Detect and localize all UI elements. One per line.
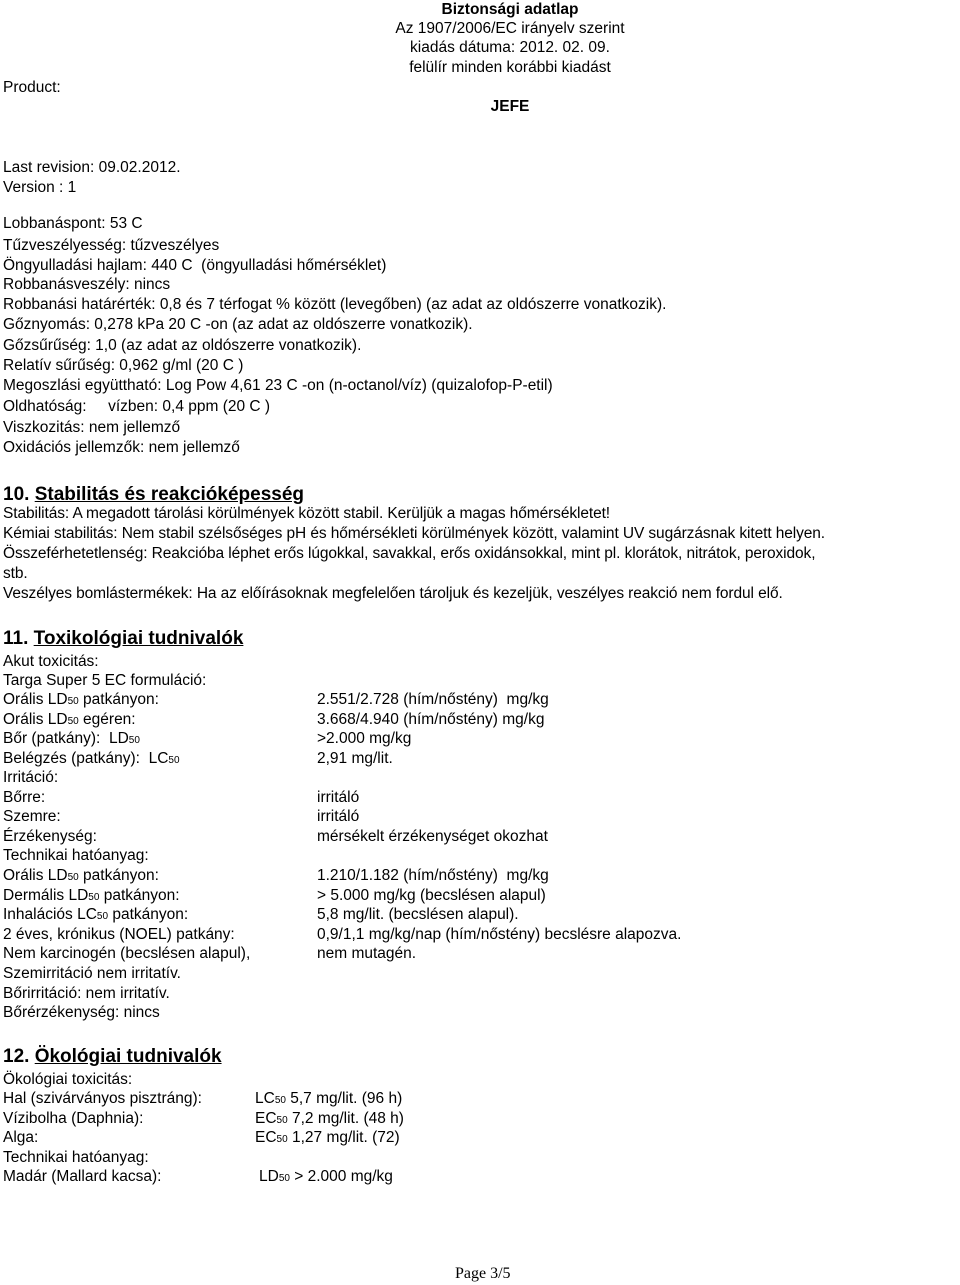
property-line: Robbanásveszély: nincs bbox=[3, 276, 171, 293]
tox-row-label bbox=[3, 1003, 160, 1022]
product-label: Product: bbox=[3, 79, 61, 96]
tox-label-text: 2 éves, krónikus (NOEL) patkány: bbox=[3, 926, 235, 943]
eco-measure: LD bbox=[259, 1168, 279, 1185]
eco-value-text: 5,7 mg/lit. (96 h) bbox=[285, 1090, 403, 1107]
tox-label-text: Belégzés (patkány): LC bbox=[3, 750, 169, 767]
stability-line: Stabilitás: A megadott tárolási körülmények között stabil. Kerüljük a magas hőmérsékletet! bbox=[3, 505, 610, 522]
directive-line: Az 1907/2006/EC irányelv szerint bbox=[395, 20, 625, 37]
tox-row-value: mérsékelt érzékenységet okozhat bbox=[317, 828, 548, 845]
tox-row-label bbox=[3, 846, 149, 865]
page-number: Page 3/5 bbox=[455, 1265, 511, 1282]
tox-row-label bbox=[3, 710, 136, 731]
tox-label-text: Dermális LD bbox=[3, 887, 89, 904]
subscript-50: 50 bbox=[128, 735, 140, 746]
tox-row-label bbox=[3, 866, 159, 887]
tox-label-text: Orális LD bbox=[3, 711, 68, 728]
eco-measure: LC bbox=[255, 1090, 275, 1107]
property-line: Viszkozitás: nem jellemző bbox=[3, 419, 181, 436]
tox-label-text: Orális LD bbox=[3, 867, 68, 884]
acute-toxicity-label: Akut toxicitás: bbox=[3, 653, 99, 670]
property-line: Oldhatóság: vízben: 0,4 ppm (20 C ) bbox=[3, 398, 271, 415]
property-line: Robbanási határérték: 0,8 és 7 térfogat % között (levegőben) (az adat az oldószerre vonatkozik). bbox=[3, 296, 667, 313]
section-12-number: 12. bbox=[3, 1046, 30, 1067]
eco-toxicity-label: Ökológiai toxicitás: bbox=[3, 1071, 133, 1088]
eco-row-value bbox=[255, 1109, 404, 1130]
subscript-50: 50 bbox=[67, 696, 79, 707]
tox-row-value: 2,91 mg/lit. bbox=[317, 750, 393, 767]
eco-value-text: 7,2 mg/lit. (48 h) bbox=[287, 1110, 404, 1127]
tox-label-suffix: egéren: bbox=[78, 711, 136, 728]
tox-label-suffix: patkányon: bbox=[78, 691, 159, 708]
tox-row-value: 2.551/2.728 (hím/nőstény) mg/kg bbox=[317, 691, 549, 708]
tox-row-label bbox=[3, 768, 58, 787]
tox-label-suffix: patkányon: bbox=[108, 906, 189, 923]
tox-row-label bbox=[3, 964, 181, 983]
tox-row-value: 1.210/1.182 (hím/nőstény) mg/kg bbox=[317, 867, 549, 884]
section-10-title: Stabilitás és reakcióképesség bbox=[34, 484, 305, 505]
tox-label-suffix: patkányon: bbox=[99, 887, 180, 904]
tox-row-value: nem mutagén. bbox=[317, 945, 417, 962]
eco-row-label: Technikai hatóanyag: bbox=[3, 1149, 149, 1166]
property-line: Tűzveszélyesség: tűzveszélyes bbox=[3, 237, 220, 254]
eco-row-label: Madár (Mallard kacsa): bbox=[3, 1168, 162, 1185]
tox-row-value: irritáló bbox=[317, 789, 360, 806]
tox-row-label bbox=[3, 944, 250, 963]
tox-label-suffix: patkányon: bbox=[78, 867, 159, 884]
eco-value-text: > 2.000 mg/kg bbox=[289, 1168, 393, 1185]
eco-row-value bbox=[255, 1128, 400, 1149]
property-line: Megoszlási együttható: Log Pow 4,61 23 C -on (n-octanol/víz) (quizalofop-P-etil) bbox=[3, 377, 553, 394]
eco-row-value bbox=[259, 1167, 393, 1188]
tox-row-label bbox=[3, 807, 61, 826]
eco-row-label: Vízibolha (Daphnia): bbox=[3, 1110, 144, 1127]
property-line: Oxidációs jellemzők: nem jellemző bbox=[3, 439, 240, 456]
tox-row-label bbox=[3, 886, 180, 907]
property-line: Öngyulladási hajlam: 440 C (öngyulladási hőmérséklet) bbox=[3, 257, 387, 274]
formulation-label: Targa Super 5 EC formuláció: bbox=[3, 672, 207, 689]
tox-label-text: Technikai hatóanyag: bbox=[3, 847, 149, 864]
property-line: Gőzsűrűség: 1,0 (az adat az oldószerre vonatkozik). bbox=[3, 337, 362, 354]
product-name: JEFE bbox=[490, 98, 530, 115]
supersedes-line: felülír minden korábbi kiadást bbox=[409, 59, 611, 76]
section-11-heading bbox=[3, 628, 243, 650]
subscript-50: 50 bbox=[168, 755, 180, 766]
property-line: Lobbanáspont: 53 C bbox=[3, 215, 143, 232]
section-10-heading bbox=[3, 484, 304, 506]
subscript-50: 50 bbox=[276, 1134, 288, 1145]
section-12-heading bbox=[3, 1046, 222, 1068]
tox-label-text: Érzékenység: bbox=[3, 828, 97, 845]
tox-row-value: >2.000 mg/kg bbox=[317, 730, 412, 747]
tox-label-text: Nem karcinogén (becslésen alapul), bbox=[3, 945, 251, 962]
tox-row-label bbox=[3, 984, 170, 1003]
eco-measure: EC bbox=[255, 1110, 277, 1127]
section-10-number: 10. bbox=[3, 484, 30, 505]
section-11-title: Toxikológiai tudnivalók bbox=[33, 628, 244, 649]
tox-label-text: Inhalációs LC bbox=[3, 906, 97, 923]
subscript-50: 50 bbox=[278, 1173, 290, 1184]
subscript-50: 50 bbox=[274, 1095, 286, 1106]
tox-row-label bbox=[3, 925, 235, 944]
stability-line: Kémiai stabilitás: Nem stabil szélsőséges pH és hőmérsékleti körülmények között, valamint UV sugárzásnak kitett helyen. bbox=[3, 525, 826, 542]
subscript-50: 50 bbox=[96, 911, 109, 922]
eco-row-label: Hal (szivárványos pisztráng): bbox=[3, 1090, 202, 1107]
tox-label-text: Szemre: bbox=[3, 808, 61, 825]
property-line: Relatív sűrűség: 0,962 g/ml (20 C ) bbox=[3, 357, 244, 374]
tox-row-value: 0,9/1,1 mg/kg/nap (hím/nőstény) becslésre alapozva. bbox=[317, 926, 682, 943]
eco-row-label: Alga: bbox=[3, 1129, 39, 1146]
eco-value-text: 1,27 mg/lit. (72) bbox=[287, 1129, 400, 1146]
tox-row-value: > 5.000 mg/kg (becslésen alapul) bbox=[317, 887, 546, 904]
tox-label-text: Bőrre: bbox=[3, 789, 46, 806]
tox-row-label bbox=[3, 788, 45, 807]
stability-line: Összeférhetetlenség: Reakcióba léphet erős lúgokkal, savakkal, erős oxidánsokkal, mint pl. klorátok, nitrátok, peroxidok, bbox=[3, 545, 816, 562]
tox-row-value: irritáló bbox=[317, 808, 360, 825]
property-line: Gőznyomás: 0,278 kPa 20 C -on (az adat az oldószerre vonatkozik). bbox=[3, 316, 473, 333]
tox-label-text: Szemirritáció nem irritatív. bbox=[3, 965, 181, 982]
section-12-title: Ökológiai tudnivalók bbox=[34, 1046, 222, 1067]
tox-row-value: 5,8 mg/lit. (becslésen alapul). bbox=[317, 906, 519, 923]
tox-row-label bbox=[3, 749, 180, 770]
tox-label-text: Bőrérzékenység: nincs bbox=[3, 1004, 160, 1021]
subscript-50: 50 bbox=[276, 1115, 288, 1126]
subscript-50: 50 bbox=[67, 872, 79, 883]
tox-label-text: Irritáció: bbox=[3, 769, 59, 786]
document-title: Biztonsági adatlap bbox=[441, 1, 579, 18]
subscript-50: 50 bbox=[88, 892, 100, 903]
eco-measure: EC bbox=[255, 1129, 277, 1146]
tox-row-label bbox=[3, 905, 188, 926]
version: Version : 1 bbox=[3, 179, 77, 196]
tox-label-text: Bőrirritáció: nem irritatív. bbox=[3, 985, 170, 1002]
tox-row-label bbox=[3, 690, 159, 711]
tox-row-value: 3.668/4.940 (hím/nőstény) mg/kg bbox=[317, 711, 545, 728]
stability-line: stb. bbox=[3, 565, 28, 582]
tox-row-label bbox=[3, 729, 140, 750]
tox-label-text: Orális LD bbox=[3, 691, 68, 708]
tox-label-text: Bőr (patkány): LD bbox=[3, 730, 129, 747]
issue-date-line: kiadás dátuma: 2012. 02. 09. bbox=[410, 39, 610, 56]
eco-row-value bbox=[255, 1089, 402, 1110]
last-revision: Last revision: 09.02.2012. bbox=[3, 159, 181, 176]
stability-line: Veszélyes bomlástermékek: Ha az előírásoknak megfelelően tároljuk és kezeljük, veszélyes reakció nem fordul elő. bbox=[3, 585, 783, 602]
subscript-50: 50 bbox=[67, 716, 79, 727]
section-11-number: 11. bbox=[3, 628, 29, 649]
tox-row-label bbox=[3, 827, 97, 846]
